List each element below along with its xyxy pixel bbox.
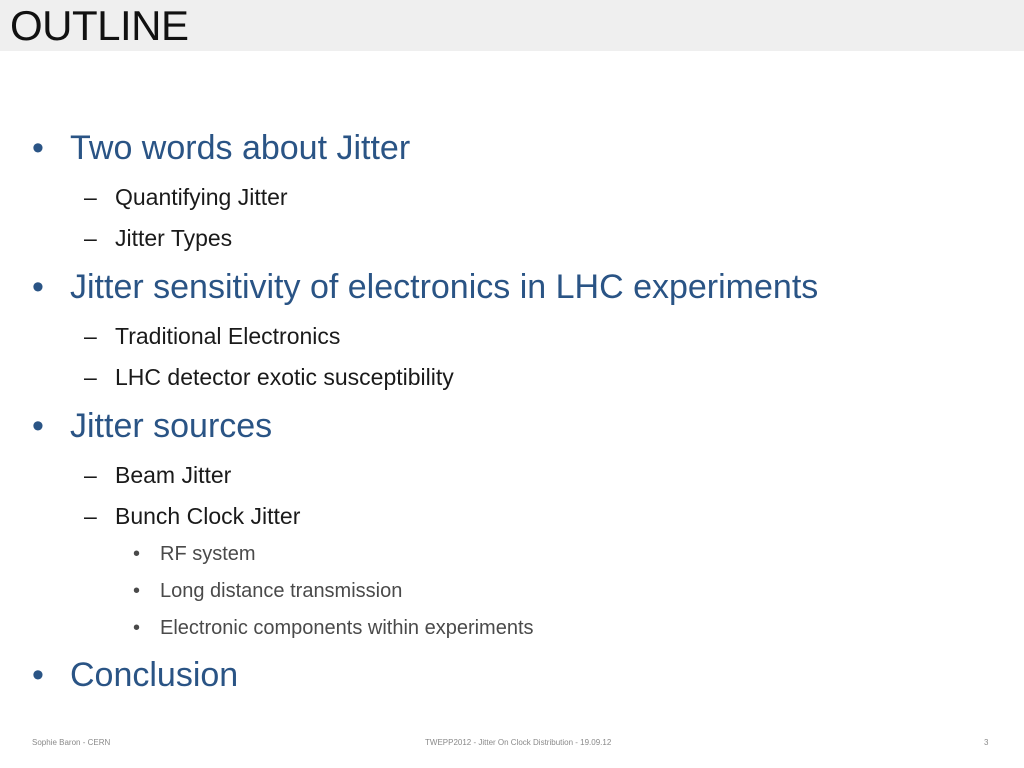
outline-subsubitem-text: Long distance transmission — [160, 580, 403, 602]
slide-title: OUTLINE — [10, 2, 189, 49]
dash-marker: – — [84, 364, 97, 390]
footer-author: Sophie Baron - CERN — [32, 738, 111, 747]
outline-subsubitem-electronic-components — [133, 617, 534, 640]
bullet-marker: • — [32, 407, 44, 445]
outline-subsubitem-text: RF system — [160, 543, 256, 565]
footer-event: TWEPP2012 - Jitter On Clock Distribution - 19.09.12 — [425, 738, 612, 747]
outline-subitem-text: Bunch Clock Jitter — [115, 503, 301, 529]
outline-subitem-text: Quantifying Jitter — [115, 184, 288, 210]
outline-subitem-bunch-clock-jitter — [84, 503, 300, 530]
outline-subitem-text: Traditional Electronics — [115, 323, 341, 349]
outline-item-text: Jitter sensitivity of electronics in LHC experiments — [70, 268, 819, 306]
outline-subitem-text: Jitter Types — [115, 225, 233, 251]
bullet-marker: • — [32, 268, 44, 306]
dash-marker: – — [84, 184, 97, 210]
outline-item-text: Conclusion — [70, 656, 239, 694]
outline-item-two-words-about-jitter — [32, 129, 410, 168]
outline-subitem-text: LHC detector exotic susceptibility — [115, 364, 454, 390]
outline-subitem-jitter-types — [84, 225, 232, 252]
outline-subitem-text: Beam Jitter — [115, 462, 232, 488]
bullet-marker: • — [133, 580, 141, 602]
outline-item-jitter-sources — [32, 407, 272, 446]
outline-item-conclusion — [32, 656, 238, 695]
outline-subsubitem-text: Electronic components within experiments — [160, 617, 534, 639]
dash-marker: – — [84, 503, 97, 529]
bullet-marker: • — [133, 617, 141, 639]
dash-marker: – — [84, 225, 97, 251]
outline-subitem-lhc-detector-susceptibility — [84, 364, 454, 391]
outline-subitem-traditional-electronics — [84, 323, 340, 350]
outline-item-jitter-sensitivity — [32, 268, 818, 307]
footer-page-number: 3 — [984, 738, 989, 747]
outline-subsubitem-long-distance-transmission — [133, 580, 402, 603]
outline-item-text: Two words about Jitter — [70, 129, 411, 167]
outline-subsubitem-rf-system — [133, 543, 256, 566]
bullet-marker: • — [133, 543, 141, 565]
outline-subitem-beam-jitter — [84, 462, 231, 489]
bullet-marker: • — [32, 129, 44, 167]
dash-marker: – — [84, 323, 97, 349]
bullet-marker: • — [32, 656, 44, 694]
outline-item-text: Jitter sources — [70, 407, 273, 445]
outline-subitem-quantifying-jitter — [84, 184, 288, 211]
dash-marker: – — [84, 462, 97, 488]
